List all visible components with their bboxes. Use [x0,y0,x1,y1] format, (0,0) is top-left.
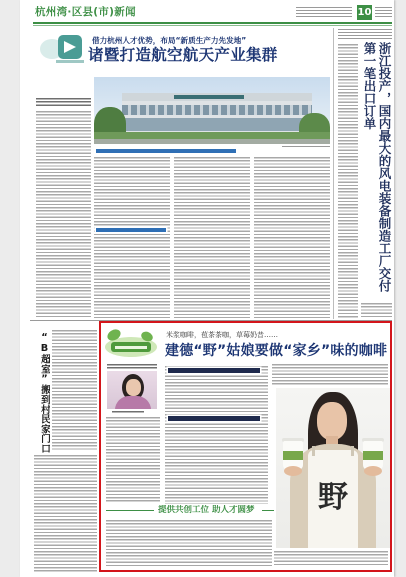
top-article-body-col-1 [36,111,91,318]
header-rule [33,22,392,24]
feature-subhead-1 [168,368,260,373]
section-title: 杭州湾·区县(市)新闻 [35,6,136,18]
top-article-kicker: 借力杭州人才优势，布局“新质生产力先发地” [92,36,247,45]
apron-logo: 野 [318,480,348,515]
column-divider [333,28,334,319]
top-article-headline: 诸暨打造航空航天产业集群 [88,46,278,64]
feature-byline [107,364,157,369]
feature-body-col-2 [165,366,268,504]
left-article-body-2 [34,455,97,572]
feature-body-bottom [106,520,272,566]
side-article-intro [338,29,392,39]
heading-rule-left [106,510,154,511]
feature-headline: 建德“野”姑娘要做“家乡”味的咖啡 [165,343,387,359]
portrait-caption [112,411,144,414]
header-edition-text [375,7,392,19]
heading-rule-right [262,510,274,511]
column-logo-icon [40,33,84,65]
industrial-park-photo [94,77,330,144]
feature-kicker: 米浆咖啡，苞茶茶咖，草莓奶昔…… [166,331,278,339]
feature-subhead-2 [168,416,260,421]
top-article-subhead [96,149,236,153]
coffee-maker-photo [276,388,390,548]
left-article-body [52,330,97,450]
side-article-headline: 浙江投产，国内最大的风电装备制造工厂交付第一笔出口订单 [362,42,392,292]
top-article-subhead-2 [96,228,166,232]
top-article-body-col-2 [94,157,170,318]
side-article-body [338,44,358,318]
talent-badge-icon [105,329,157,361]
feature-section-heading: 提供共创工位 助人才圆梦 [158,505,255,515]
feature-body-col-1 [106,417,160,503]
feature-body-col-3 [272,364,388,386]
feature-body-bottom-2 [274,551,388,566]
page-number-badge: 10 [357,7,372,18]
header-date-text [296,7,352,19]
top-article-body-col-4 [254,157,330,318]
left-article-headline: “B超室”搬到村民家门口 [39,332,50,454]
header-rule-thin [33,25,392,26]
top-article-byline [36,98,91,107]
portrait-photo [107,371,157,409]
photo-credit [282,146,330,149]
top-article-body-col-3 [174,157,250,318]
side-article-body-2 [361,303,392,318]
